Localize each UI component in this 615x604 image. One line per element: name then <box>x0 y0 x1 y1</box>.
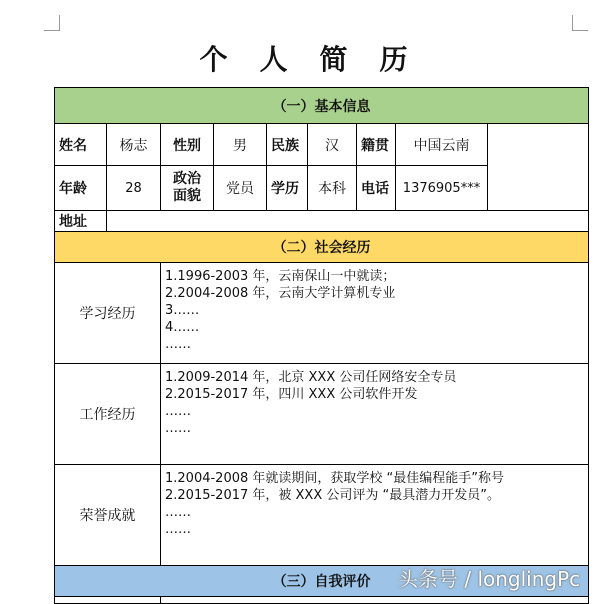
section-title-social: （二）社会经历 <box>55 232 589 263</box>
section-header-social <box>55 232 589 263</box>
gender-value[interactable]: 男 <box>214 124 267 166</box>
study-line: 2.2004-2008 年，云南大学计算机专业 <box>165 286 396 301</box>
basic-info-row-1 <box>55 124 589 166</box>
political-label <box>161 166 214 211</box>
education-value[interactable]: 本科 <box>308 166 357 211</box>
experience-row-study <box>55 263 589 364</box>
photo-cell <box>488 124 589 211</box>
address-label: 地址 <box>55 211 107 232</box>
section-header-basic <box>55 88 589 124</box>
honors-content[interactable] <box>161 465 589 566</box>
age-label: 年龄 <box>55 166 107 211</box>
study-content[interactable] <box>161 263 589 364</box>
ethnicity-value[interactable]: 汉 <box>308 124 357 166</box>
political-value[interactable]: 党员 <box>214 166 267 211</box>
resume-table <box>54 87 589 604</box>
page-corner-mark-top-left <box>44 15 60 31</box>
work-content[interactable] <box>161 364 589 465</box>
page-title <box>0 38 615 78</box>
title-char: 人 <box>259 43 296 76</box>
experience-row-work <box>55 364 589 465</box>
work-line: 1.2009-2014 年，北京 XXX 公司任网络安全专员 <box>165 370 457 385</box>
self-evaluation-label-cell <box>55 597 161 604</box>
gender-label: 性别 <box>161 124 214 166</box>
self-evaluation-row <box>55 597 589 604</box>
age-value[interactable]: 28 <box>107 166 161 211</box>
study-line: …… <box>165 337 191 352</box>
experience-row-honors <box>55 465 589 566</box>
ethnicity-label: 民族 <box>267 124 308 166</box>
name-label: 姓名 <box>55 124 107 166</box>
origin-value[interactable]: 中国云南 <box>396 124 488 166</box>
study-label: 学习经历 <box>55 263 161 364</box>
honors-label: 荣誉成就 <box>55 465 161 566</box>
phone-label: 电话 <box>357 166 396 211</box>
title-char: 简 <box>319 43 356 76</box>
watermark-text: 头条号 / longlingPc <box>398 567 581 591</box>
study-line: 3…… <box>165 303 200 318</box>
honors-line: …… <box>165 522 191 537</box>
work-line: 2.2015-2017 年，四川 XXX 公司软件开发 <box>165 387 418 402</box>
origin-label: 籍贯 <box>357 124 396 166</box>
study-line: 4…… <box>165 320 200 335</box>
work-line: …… <box>165 404 191 419</box>
political-label-line-1: 政治 <box>173 171 201 187</box>
work-line: …… <box>165 421 191 436</box>
political-label-line-2: 面貌 <box>173 188 201 204</box>
honors-line: 1.2004-2008 年就读期间，获取学校 “最佳编程能手”称号 <box>165 471 504 486</box>
title-char: 个 <box>199 43 236 76</box>
self-evaluation-content[interactable] <box>161 597 589 604</box>
honors-line: …… <box>165 505 191 520</box>
phone-value[interactable]: 1376905*** <box>396 166 488 211</box>
study-line: 1.1996-2003 年，云南保山一中就读； <box>165 269 396 284</box>
address-value[interactable] <box>107 211 589 232</box>
work-label: 工作经历 <box>55 364 161 465</box>
page-corner-mark-top-right <box>572 15 588 31</box>
title-char: 历 <box>379 43 416 76</box>
section-title-self: （三）自我评价 <box>55 566 589 597</box>
section-title-basic: （一）基本信息 <box>55 88 589 124</box>
honors-line: 2.2015-2017 年，被 XXX 公司评为 “最具潜力开发员”。 <box>165 488 500 503</box>
name-value[interactable]: 杨志 <box>107 124 161 166</box>
address-row <box>55 211 589 232</box>
education-label: 学历 <box>267 166 308 211</box>
